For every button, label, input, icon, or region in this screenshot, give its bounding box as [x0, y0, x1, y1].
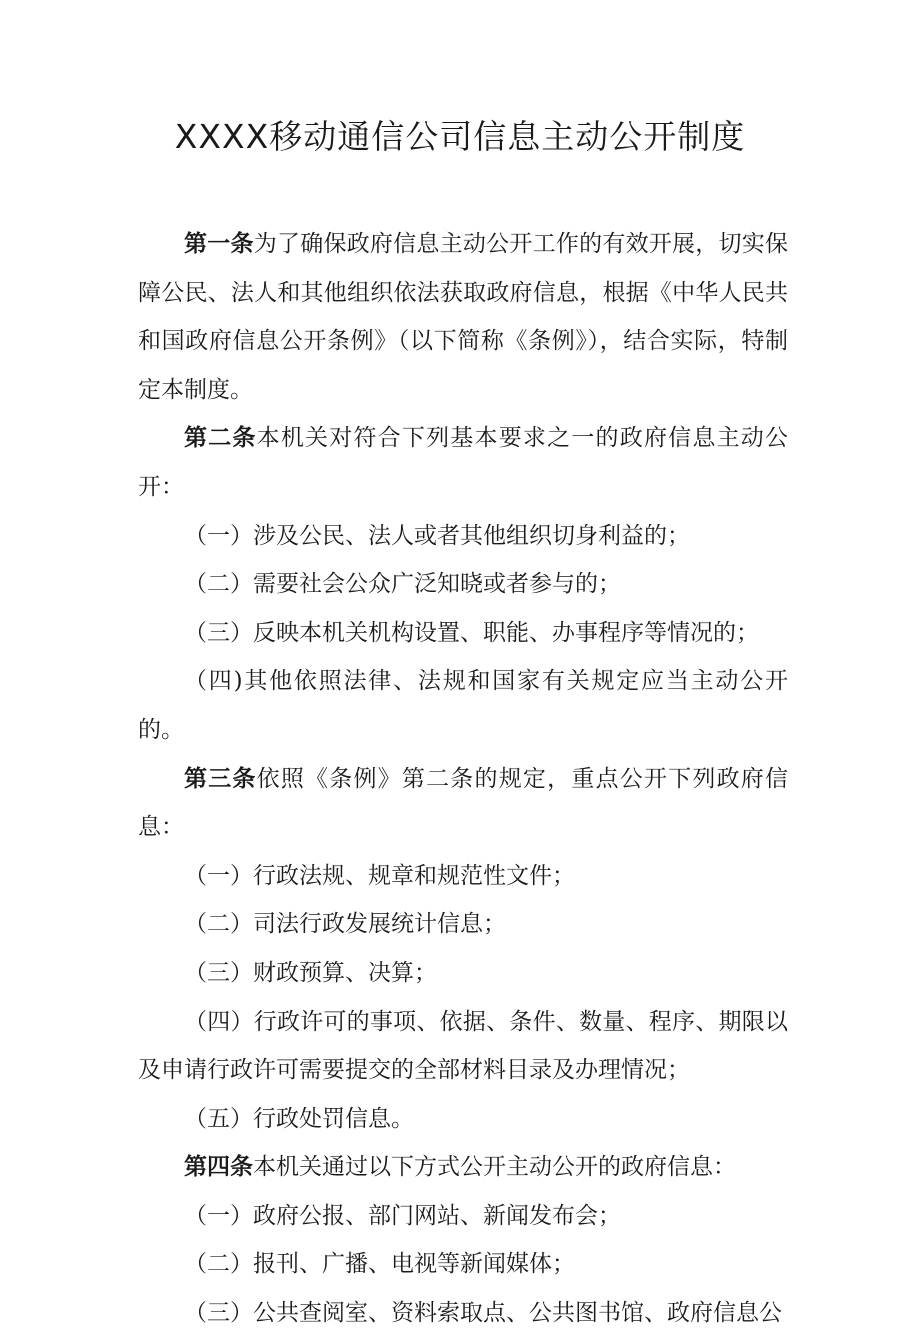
list-item: （三）财政预算、决算； — [184, 959, 437, 986]
list-item: （五）行政处罚信息。 — [184, 1105, 414, 1132]
article-label: 第四条 — [184, 1154, 253, 1181]
list-item: （二）需要社会公众广泛知晓或者参与的； — [184, 571, 621, 598]
article-text: 本机关通过以下方式公开主动公开的政府信息： — [253, 1154, 736, 1181]
list-item: （一）政府公报、部门网站、新闻发布会； — [184, 1202, 621, 1229]
list-item: （二）司法行政发展统计信息； — [184, 911, 506, 938]
list-item: （一）涉及公民、法人或者其他组织切身利益的； — [184, 522, 690, 549]
article-4 — [138, 1143, 788, 1192]
article-3 — [138, 755, 788, 852]
article-label: 第三条 — [184, 765, 257, 792]
list-item: （三）公共查阅室、资料索取点、公共图书馆、政府信息公 — [184, 1300, 782, 1327]
document-title: XXXX移动通信公司信息主动公开制度 — [174, 117, 746, 156]
list-item: （一）行政法规、规章和规范性文件； — [184, 862, 575, 889]
article-text: 本机关对符合下列基本要求之一的政府信息主动公开： — [138, 425, 788, 500]
article-1 — [138, 220, 788, 414]
list-item: （四)其他依照法律、法规和国家有关规定应当主动公开的。 — [138, 668, 788, 743]
list-item: （二）报刊、广播、电视等新闻媒体； — [184, 1251, 575, 1278]
document-body — [138, 220, 788, 1338]
article-text: 依照《条例》第二条的规定，重点公开下列政府信息： — [138, 765, 788, 841]
list-item: （四）行政许可的事项、依据、条件、数量、程序、期限以及申请行政许可需要提交的全部材料目录及办理情况； — [138, 1008, 788, 1084]
article-text: 为了确保政府信息主动公开工作的有效开展，切实保障公民、法人和其他组织依法获取政府信息，根据《中华人民共和国政府信息公开条例》（以下简称《条例》），结合实际，特制定本制度。 — [138, 231, 789, 403]
article-label: 第一条 — [184, 231, 254, 257]
article-2 — [138, 414, 788, 511]
article-label: 第二条 — [184, 425, 257, 452]
list-item: （三）反映本机关机构设置、职能、办事程序等情况的； — [184, 619, 759, 646]
